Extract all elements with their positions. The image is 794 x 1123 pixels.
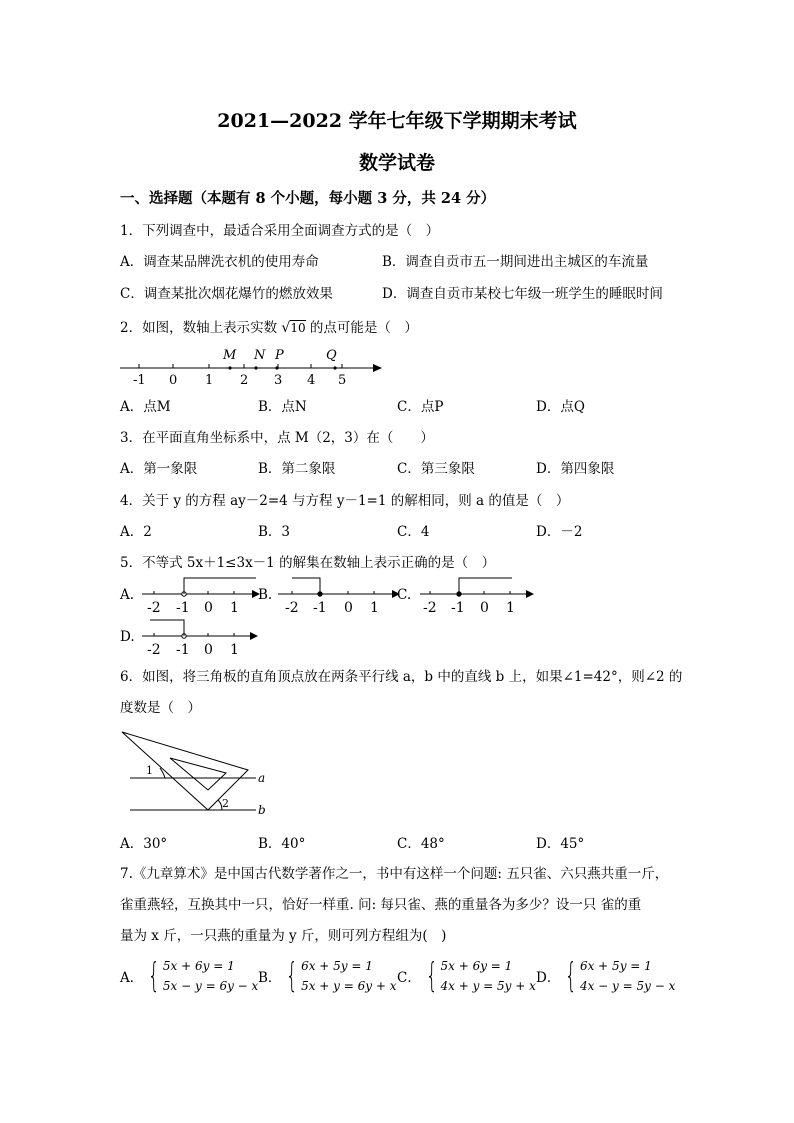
q4-option-c: C．4 bbox=[397, 524, 430, 540]
q2-option-d: D．点Q bbox=[536, 399, 585, 415]
point-m bbox=[228, 366, 231, 369]
brace-icon: { bbox=[425, 956, 438, 996]
q2-stem-post: 的点可能是（ ） bbox=[309, 320, 418, 336]
equation-1: 6x + 5y = 1 bbox=[301, 959, 373, 973]
exam-title: 2021—2022 学年七年级下学期期末考试 bbox=[217, 110, 577, 132]
tick-label: -1 bbox=[313, 600, 327, 616]
tick-label: 5 bbox=[338, 373, 347, 388]
tick-label: 1 bbox=[230, 642, 239, 658]
tick-label: 3 bbox=[274, 373, 283, 388]
point-n bbox=[254, 366, 257, 369]
q1-stem: 1．下列调查中，最适合采用全面调查方式的是（ ） bbox=[120, 223, 440, 239]
q2-option-a: A．点M bbox=[120, 399, 171, 415]
q4-option-d: D．－2 bbox=[536, 524, 583, 540]
line-a-label: a bbox=[258, 771, 266, 785]
q6-triangle-figure bbox=[118, 726, 278, 822]
tick-label: 2 bbox=[240, 373, 249, 388]
sqrt-expression: √10 bbox=[281, 320, 306, 336]
brace-icon: { bbox=[148, 956, 161, 996]
tick-label: -2 bbox=[285, 600, 299, 616]
point-label: M bbox=[223, 348, 237, 363]
tick-label: 4 bbox=[307, 373, 316, 388]
q7-stem-line2: 雀重燕轻，互换其中一只，恰好一样重. 问: 每只雀、燕的重量各为多少？设一只 雀的重 bbox=[120, 897, 642, 913]
tick-label: -2 bbox=[423, 600, 437, 616]
exam-subtitle: 数学试卷 bbox=[358, 152, 435, 174]
point-label: P bbox=[275, 348, 284, 363]
brace-icon: { bbox=[565, 956, 578, 996]
tick-label: 0 bbox=[169, 373, 178, 388]
q6-option-b: B．40° bbox=[258, 836, 306, 852]
q5-number-line-c bbox=[418, 575, 543, 619]
equation-2: 5x + y = 6y + x bbox=[301, 979, 397, 993]
q5-stem: 5．不等式 5x＋1≤3x－1 的解集在数轴上表示正确的是（ ） bbox=[120, 555, 496, 571]
q4-stem: 4．关于 y 的方程 ay－2=4 与方程 y－1=1 的解相同，则 a 的值是（ ） bbox=[120, 493, 570, 509]
sqrt-arg: 10 bbox=[290, 321, 306, 335]
q1-option-c: C．调查某批次烟花爆竹的燃放效果 bbox=[120, 286, 333, 302]
option-label: D． bbox=[536, 970, 561, 986]
tick-label: 0 bbox=[480, 600, 489, 616]
option-label: B． bbox=[258, 970, 282, 986]
q5-number-line-b bbox=[276, 575, 406, 619]
tick-label: -1 bbox=[133, 373, 146, 388]
tick-label: 0 bbox=[204, 642, 213, 658]
equation-2: 5x − y = 6y − x bbox=[162, 979, 259, 993]
option-label: A． bbox=[120, 970, 144, 986]
q2-ticks bbox=[139, 364, 342, 368]
q7-option-a bbox=[120, 956, 258, 996]
q7-stem-line3: 量为 x 斤，一只燕的重量为 y 斤，则可列方程组为( ) bbox=[120, 928, 447, 944]
q1-option-d: D．调查自贡市某校七年级一班学生的睡眠时间 bbox=[382, 286, 663, 302]
point-q bbox=[333, 366, 336, 369]
equation-1: 5x + 6y = 1 bbox=[162, 959, 235, 973]
point-label: N bbox=[254, 348, 266, 363]
equation-1: 5x + 6y = 1 bbox=[440, 959, 513, 973]
brace-icon: { bbox=[286, 956, 299, 996]
point-p bbox=[275, 366, 278, 369]
q3-option-c: C．第三象限 bbox=[397, 461, 475, 477]
q3-option-a: A．第一象限 bbox=[120, 461, 198, 477]
q7-stem-line1: 7.《九章算术》是中国古代数学著作之一，书中有这样一个问题: 五只雀、六只燕共重一斤， bbox=[120, 866, 669, 882]
tick-label: 1 bbox=[506, 600, 515, 616]
q4-option-a: A．2 bbox=[120, 524, 152, 540]
tick-label: -2 bbox=[147, 600, 161, 616]
q5-option-d-label: D. bbox=[120, 629, 135, 645]
q7-option-b bbox=[258, 956, 396, 996]
q6-option-d: D．45° bbox=[536, 836, 585, 852]
q7-option-d bbox=[536, 956, 675, 996]
q2-option-b: B．点N bbox=[258, 399, 307, 415]
tick-label: -1 bbox=[176, 600, 190, 616]
option-label: C． bbox=[397, 970, 421, 986]
q7-option-c bbox=[397, 956, 536, 996]
q3-option-d: D．第四象限 bbox=[536, 461, 615, 477]
q2-stem bbox=[120, 316, 418, 336]
equation-1: 6x + 5y = 1 bbox=[579, 959, 652, 973]
q5-option-c-label: C. bbox=[397, 587, 412, 603]
q2-stem-pre: 2．如图，数轴上表示实数 bbox=[120, 320, 278, 336]
q1-option-a: A．调查某品牌洗衣机的使用寿命 bbox=[120, 254, 319, 270]
line-b-label: b bbox=[258, 803, 266, 817]
q2-option-c: C．点P bbox=[397, 399, 444, 415]
tick-label: -1 bbox=[451, 600, 465, 616]
tick-label: -1 bbox=[176, 642, 190, 658]
tick-label: 0 bbox=[344, 600, 353, 616]
q5-number-line-d bbox=[140, 617, 265, 661]
q2-number-line bbox=[115, 344, 405, 388]
tick-label: 0 bbox=[204, 600, 213, 616]
q4-option-b: B．3 bbox=[258, 524, 291, 540]
tick-label: 1 bbox=[370, 600, 379, 616]
q6-option-a: A．30° bbox=[120, 836, 168, 852]
q5-option-a-label: A. bbox=[120, 587, 135, 603]
equation-2: 4x + y = 5y + x bbox=[440, 979, 536, 993]
q1-option-b: B．调查自贡市五一期间进出主城区的车流量 bbox=[382, 254, 649, 270]
tick-label: -2 bbox=[147, 642, 161, 658]
tick-label: 1 bbox=[230, 600, 239, 616]
angle-2-label: 2 bbox=[222, 797, 229, 810]
point-label: Q bbox=[326, 348, 337, 363]
tick-label: 1 bbox=[205, 373, 214, 388]
q5-number-line-a bbox=[140, 575, 265, 619]
section-heading: 一、选择题（本题有 8 个小题，每小题 3 分，共 24 分） bbox=[120, 190, 496, 207]
equation-2: 4x − y = 5y − x bbox=[579, 979, 676, 993]
q6-stem-line1: 6．如图，将三角板的直角顶点放在两条平行线 a，b 中的直线 b 上，如果∠1=42°，则∠2 的 bbox=[120, 669, 683, 685]
q5-option-b-label: B. bbox=[258, 587, 273, 603]
q6-option-c: C．48° bbox=[397, 836, 445, 852]
q3-option-b: B．第二象限 bbox=[258, 461, 336, 477]
angle-1-label: 1 bbox=[146, 764, 153, 777]
q6-stem-line2: 度数是（ ） bbox=[120, 700, 201, 716]
q3-stem: 3．在平面直角坐标系中，点 M（2，3）在（ ） bbox=[120, 430, 434, 446]
